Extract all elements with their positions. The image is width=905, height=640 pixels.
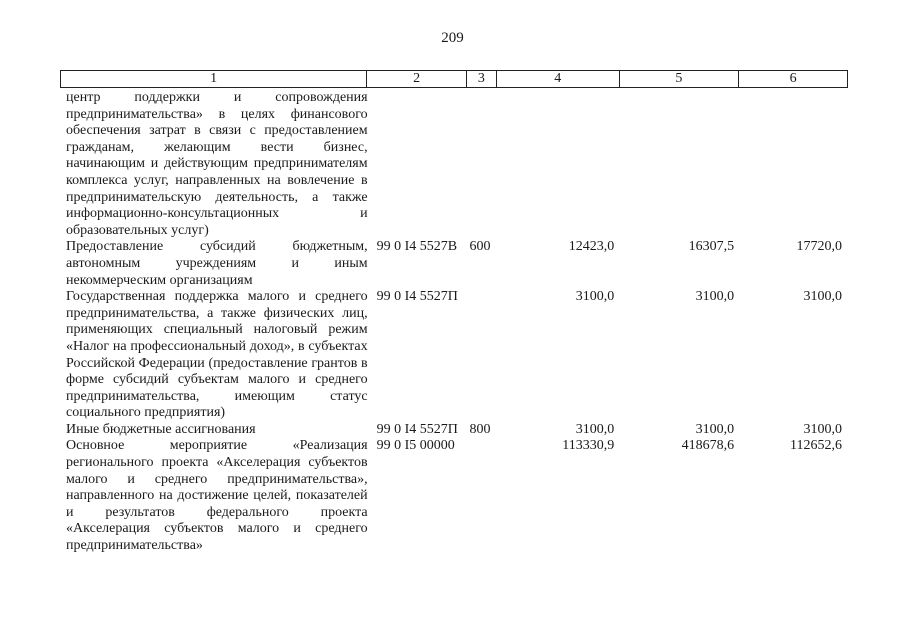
header-col-3: 3 <box>467 71 497 87</box>
row-group <box>467 438 497 554</box>
header-col-6: 6 <box>789 71 797 86</box>
row-value-5: 16307,5 <box>688 239 735 255</box>
table-row <box>60 289 848 422</box>
row-description: Предоставление субсидий бюджетным, автономным учреждениям и иным некоммерческим организациям <box>66 239 368 288</box>
table-header <box>60 70 848 88</box>
row-value-5: 3100,0 <box>695 421 735 437</box>
row-description: Государственная поддержка малого и среднего предпринимательства, а также физических лиц, применяющих специальный налоговый режим «Налог на профессиональный доход», в субъектах Российской Федерации (предоставление грантов в форме субсидий субъектам малого и среднего предпринимательства, имеющим статус социального предприятия) <box>66 289 368 421</box>
row-value-6: 3100,0 <box>803 421 842 437</box>
row-code: 99 0 I4 5527П <box>376 421 458 437</box>
row-group: 800 <box>469 421 491 437</box>
header-col-4: 4 <box>497 71 620 87</box>
row-description: Иные бюджетные ассигнования <box>66 421 256 437</box>
table-row <box>60 239 848 289</box>
header-col-1: 1 <box>61 71 367 87</box>
row-value-4: 113330,9 <box>562 438 615 454</box>
row-value-4: 3100,0 <box>575 421 615 437</box>
row-value-5: 3100,0 <box>695 289 735 305</box>
row-code: 99 0 I4 5527П <box>376 289 458 305</box>
row-description: центр поддержки и сопровождения предпринимательства» в целях финансового обеспечения затрат в связи с предоставлением гражданам, желающим вести бизнес, начинающим и действующим предпринимателям комплекса услуг, направленных на вовлечение в предпринимательскую деятельность, а также информационно-консультационных и образовательных услуг) <box>66 90 368 238</box>
row-group <box>467 90 497 239</box>
row-code <box>368 90 468 239</box>
table-body <box>60 90 848 555</box>
row-value-5: 418678,6 <box>681 438 735 454</box>
row-value-4 <box>497 90 620 239</box>
row-value-6 <box>740 90 848 239</box>
page-number: 209 <box>441 30 464 46</box>
row-description: Основное мероприятие «Реализация регионального проекта «Акселерация субъектов малого и среднего предпринимательства», направленного на достижение целей, показателей и результатов федерального проекта «Акселерация субъектов малого и среднего предпринимательства» <box>66 438 368 554</box>
row-group <box>467 289 497 422</box>
row-value-6: 3100,0 <box>803 289 842 305</box>
row-value-6: 17720,0 <box>796 239 842 255</box>
row-value-6: 112652,6 <box>790 438 842 454</box>
table-row <box>60 90 848 239</box>
header-col-2: 2 <box>367 71 467 87</box>
row-value-5 <box>620 90 740 239</box>
table-row <box>60 422 848 439</box>
row-value-4: 3100,0 <box>575 289 615 305</box>
table-row <box>60 438 848 554</box>
row-code: 99 0 I4 5527В <box>376 239 458 255</box>
row-code: 99 0 I5 00000 <box>376 438 455 454</box>
row-group: 600 <box>469 239 491 255</box>
header-col-5: 5 <box>620 71 740 87</box>
row-value-4: 12423,0 <box>568 239 615 255</box>
